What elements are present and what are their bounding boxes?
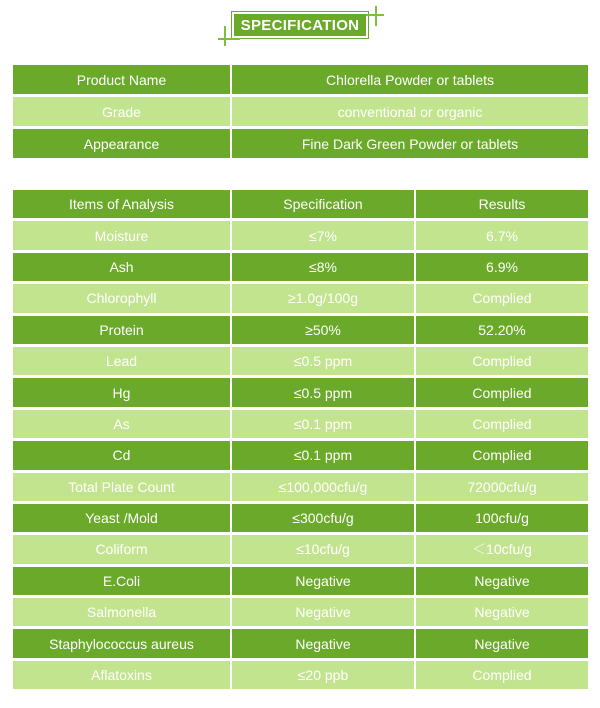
table-row	[13, 473, 588, 504]
result-cell: Negative	[416, 598, 588, 629]
row-label: Appearance	[13, 129, 232, 161]
item-cell: Yeast /Mold	[13, 504, 232, 535]
product-info-table	[13, 65, 588, 161]
table-row	[13, 410, 588, 441]
specification-cell: ≥1.0g/100g	[232, 284, 416, 315]
result-cell: Complied	[416, 378, 588, 409]
item-cell: As	[13, 410, 232, 441]
specification-cell: ≤8%	[232, 253, 416, 284]
table-row	[13, 598, 588, 629]
specification-cell: ≤10cfu/g	[232, 535, 416, 566]
corner-decoration	[375, 6, 377, 26]
item-cell: Aflatoxins	[13, 661, 232, 692]
corner-decoration	[218, 38, 240, 40]
table-row	[13, 221, 588, 252]
row-value: Chlorella Powder or tablets	[232, 65, 588, 97]
title-banner	[0, 0, 600, 50]
item-cell: Cd	[13, 441, 232, 472]
row-label: Grade	[13, 97, 232, 129]
row-value: Fine Dark Green Powder or tablets	[232, 129, 588, 161]
corner-decoration	[224, 26, 226, 46]
result-cell: 72000cfu/g	[416, 473, 588, 504]
table-row	[13, 97, 588, 129]
specification-cell: ≤0.1 ppm	[232, 410, 416, 441]
table-row	[13, 504, 588, 535]
result-cell: 100cfu/g	[416, 504, 588, 535]
table-row	[13, 661, 588, 692]
table-row	[13, 567, 588, 598]
specification-cell: ≤100,000cfu/g	[232, 473, 416, 504]
table-row	[13, 65, 588, 97]
column-header: Items of Analysis	[13, 190, 232, 221]
table-header-row	[13, 190, 588, 221]
specification-cell: ≤0.5 ppm	[232, 378, 416, 409]
result-cell: 52.20%	[416, 316, 588, 347]
item-cell: E.Coli	[13, 567, 232, 598]
item-cell: Staphylococcus aureus	[13, 629, 232, 660]
item-cell: Protein	[13, 316, 232, 347]
specification-cell: ≤7%	[232, 221, 416, 252]
item-cell: Coliform	[13, 535, 232, 566]
table-row	[13, 629, 588, 660]
table-row	[13, 129, 588, 161]
item-cell: Ash	[13, 253, 232, 284]
result-cell: Negative	[416, 567, 588, 598]
item-cell: Chlorophyll	[13, 284, 232, 315]
specification-cell: ≤0.5 ppm	[232, 347, 416, 378]
column-header: Specification	[232, 190, 416, 221]
result-cell: Negative	[416, 629, 588, 660]
result-cell: Complied	[416, 410, 588, 441]
specification-cell: ≤20 ppb	[232, 661, 416, 692]
specification-cell: ≤0.1 ppm	[232, 441, 416, 472]
page-title: SPECIFICATION	[232, 12, 368, 38]
table-row	[13, 378, 588, 409]
table-row	[13, 316, 588, 347]
item-cell: Salmonella	[13, 598, 232, 629]
specification-cell: Negative	[232, 598, 416, 629]
result-cell: 6.7%	[416, 221, 588, 252]
row-label: Product Name	[13, 65, 232, 97]
specification-cell: ≥50%	[232, 316, 416, 347]
item-cell: Moisture	[13, 221, 232, 252]
column-header: Results	[416, 190, 588, 221]
result-cell: ＜10cfu/g	[416, 535, 588, 566]
table-row	[13, 347, 588, 378]
table-row	[13, 284, 588, 315]
item-cell: Total Plate Count	[13, 473, 232, 504]
result-cell: 6.9%	[416, 253, 588, 284]
result-cell: Complied	[416, 347, 588, 378]
corner-decoration	[366, 14, 384, 16]
table-row	[13, 253, 588, 284]
table-row	[13, 535, 588, 566]
analysis-table	[13, 190, 588, 692]
specification-cell: ≤300cfu/g	[232, 504, 416, 535]
item-cell: Hg	[13, 378, 232, 409]
result-cell: Complied	[416, 441, 588, 472]
specification-cell: Negative	[232, 567, 416, 598]
result-cell: Complied	[416, 284, 588, 315]
row-value: conventional or organic	[232, 97, 588, 129]
item-cell: Lead	[13, 347, 232, 378]
result-cell: Complied	[416, 661, 588, 692]
specification-cell: Negative	[232, 629, 416, 660]
table-row	[13, 441, 588, 472]
